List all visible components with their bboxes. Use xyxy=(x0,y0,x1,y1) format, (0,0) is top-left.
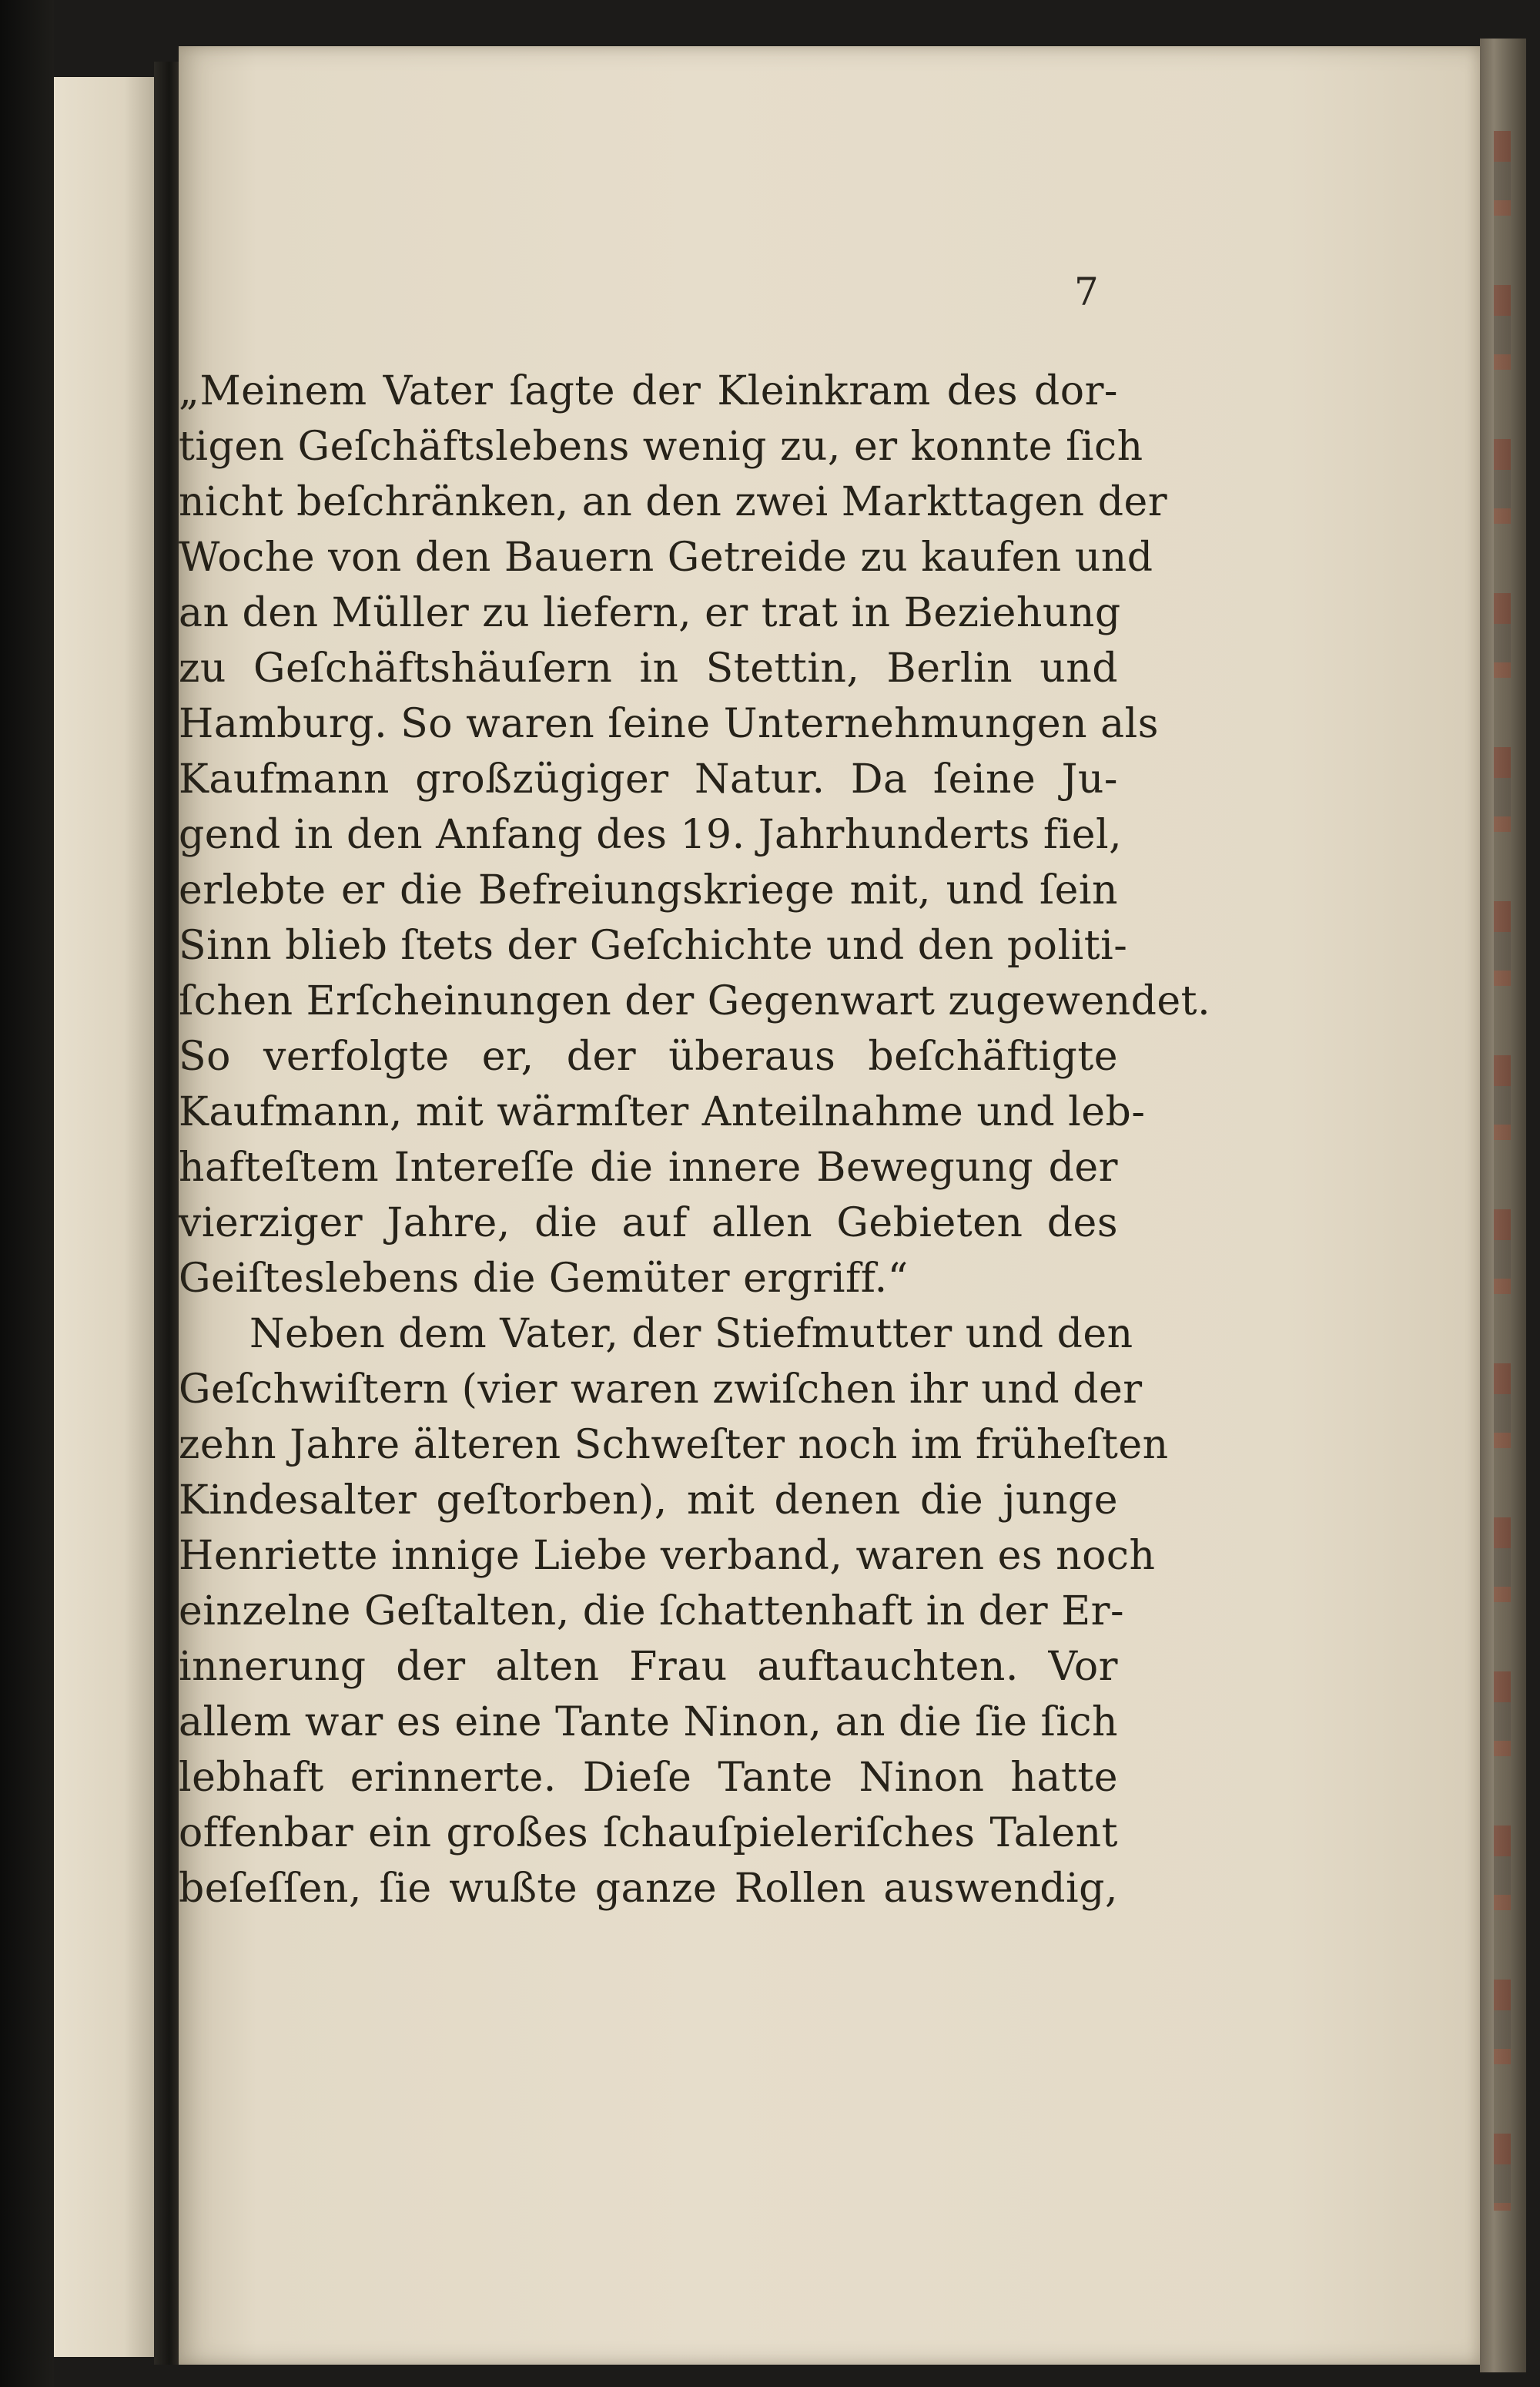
page-number: 7 xyxy=(1074,270,1099,314)
text-line: offenbar ein großes ſchauſpieleriſches Talent xyxy=(179,1810,1118,1856)
text-line: Kaufmann großzügiger Natur. Da ſeine Ju- xyxy=(179,756,1118,803)
text-line: Kindesalter geſtorben), mit denen die junge xyxy=(179,1477,1118,1524)
text-line: Henriette innige Liebe verband, waren es noch xyxy=(179,1533,1156,1579)
text-line: Kaufmann, mit wärmſter Anteilnahme und leb- xyxy=(179,1089,1146,1135)
text-line: ſchen Erſcheinungen der Gegenwart zugewendet. xyxy=(179,978,1211,1024)
text-line: innerung der alten Frau auftauchten. Vor xyxy=(179,1644,1118,1690)
text-line: gend in den Anfang des 19. Jahrhunderts fiel, xyxy=(179,812,1123,858)
left-page-edge xyxy=(54,77,156,2357)
text-line: tigen Geſchäftslebens wenig zu, er konnte ſich xyxy=(179,424,1143,470)
paragraph-start-line: Neben dem Vater, der Stiefmutter und den xyxy=(249,1311,1133,1357)
text-line: So verfolgte er, der überaus beſchäftigte xyxy=(179,1034,1118,1080)
text-line: lebhaft erinnerte. Dieſe Tante Ninon hatte xyxy=(179,1755,1118,1801)
text-line: Woche von den Bauern Getreide zu kaufen und xyxy=(179,535,1153,581)
text-line: allem war es eine Tante Ninon, an die ſie ſich xyxy=(179,1699,1118,1745)
text-line: nicht beſchränken, an den zwei Markttagen der xyxy=(179,479,1168,525)
text-line: Hamburg. So waren ſeine Unternehmungen als xyxy=(179,701,1159,747)
text-line: erlebte er die Befreiungskriege mit, und ſein xyxy=(179,867,1118,914)
text-line: Geiſteslebens die Gemüter ergriff.“ xyxy=(179,1256,909,1302)
text-line: „Meinem Vater ſagte der Kleinkram des dor- xyxy=(179,368,1118,414)
text-line: einzelne Geſtalten, die ſchattenhaft in der Er- xyxy=(179,1588,1125,1634)
body-text xyxy=(179,364,1211,1916)
text-line: beſeſſen, ſie wußte ganze Rollen auswendig, xyxy=(179,1866,1118,1912)
book-binding-left xyxy=(0,0,54,2387)
text-line: zehn Jahre älteren Schweſter noch im früheſten xyxy=(179,1422,1169,1468)
text-line: zu Geſchäftshäuſern in Stettin, Berlin und xyxy=(179,645,1118,692)
book-cover-edge xyxy=(1480,39,1526,2372)
text-line: an den Müller zu liefern, er trat in Beziehung xyxy=(179,590,1121,636)
text-line: vierziger Jahre, die auf allen Gebieten des xyxy=(179,1200,1118,1246)
text-line: Geſchwiſtern (vier waren zwiſchen ihr und der xyxy=(179,1366,1143,1413)
text-line: Sinn blieb ſtets der Geſchichte und den politi- xyxy=(179,923,1128,969)
text-line: hafteſtem Intereſſe die innere Bewegung der xyxy=(179,1145,1118,1191)
